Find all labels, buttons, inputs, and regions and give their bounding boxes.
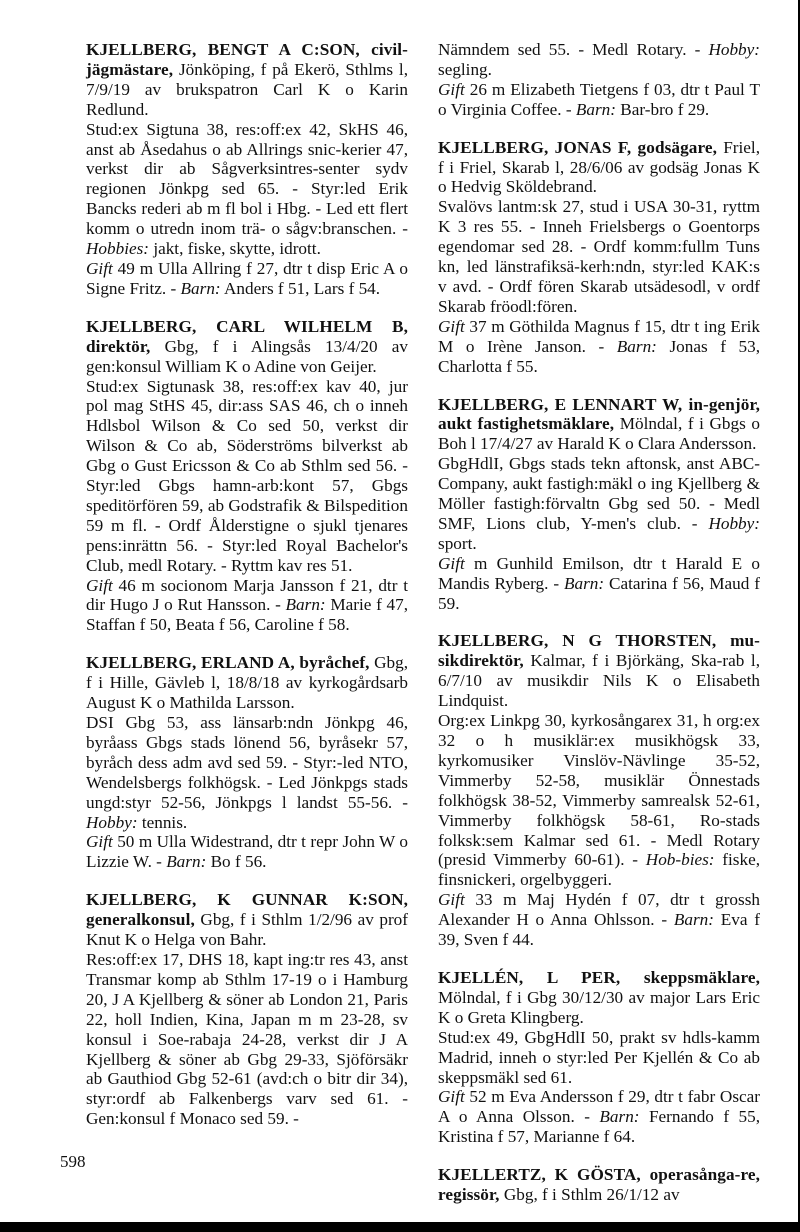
entry-intro: [86, 653, 408, 713]
entry-text: Gbg, f i Sthlm 1/2/96 av prof Knut K o Helga von Bahr.: [86, 910, 408, 950]
field-label: Gift: [86, 832, 113, 852]
entry-paragraph: [438, 554, 760, 614]
field-label: Barn:: [180, 278, 221, 298]
entry-text: Svalövs lantm:sk 27, stud i USA 30-31, ryttm K 3 res 55. - Inneh Frielsbergs o Goentorps egendomar sed 28. - Ordf komm:fullm Tuns kn, led länstrafiksä-kerh:ndn, styr:led KAK:s v avd. - Ordf fören Skarab utsädesodl, v ordf Skarab fröodl:fören.: [438, 197, 760, 316]
field-label: Gift: [438, 79, 465, 99]
entry-paragraph: [438, 197, 760, 316]
entry-text: tennis.: [137, 812, 188, 832]
entry-text: Org:ex Linkpg 30, kyrkosångarex 31, h org:ex 32 o h musiklär:ex musikhögsk 33, kyrkomusiker Vinslöv-Nävlinge 35-52, Vimmerby 52-58, musiklär Önnestads folkhögsk 38-52, Vimmerby samrealsk 52-61, Vimmerby folkhögsk 58-61, Ro-stads folksk:sem Kalmar sed 61. - Medl Rotary (presid Vimmerby 60-61). -: [438, 711, 760, 870]
entry-intro: [86, 317, 408, 377]
entry-text: 49 m Ulla Allring f 27, dtr t disp Eric A o Signe Fritz. -: [86, 258, 408, 298]
entry-text: Nämndem sed 55. - Medl Rotary. -: [438, 40, 709, 59]
entry-intro: [438, 40, 760, 80]
entry-text: fiske, finsnickeri, orgelbyggeri.: [438, 850, 760, 890]
field-label: Hob-bies:: [645, 850, 715, 870]
entry-paragraph: [86, 377, 408, 576]
entry-text: Catarina f 56, Maud f 59.: [438, 573, 760, 613]
entry-heading: KJELLERTZ, K GÖSTA, operasånga-re, regissör,: [438, 1165, 760, 1205]
biography-entry: [86, 653, 408, 872]
field-label: Gift: [438, 553, 465, 573]
entry-heading: KJELLBERG, ERLAND A, byråchef,: [86, 653, 370, 673]
entry-text: Stud:ex Sigtuna 38, res:off:ex 42, SkHS 46, anst ab Åsedahus o ab Allrings snic-kerier 47, verkst dir ab Sågverksintres-senter sydv regionen Jönkpg sed 65. - Styr:led Erik Bancks rederi ab m fl bol i Hbg. - Led ett flert komm o utredn inom trä- o sågv:branschen. -: [86, 119, 408, 239]
field-label: Hobby:: [708, 513, 760, 533]
field-label: Gift: [438, 1087, 465, 1107]
field-label: Gift: [86, 258, 113, 278]
entry-heading: KJELLBERG, JONAS F, godsägare,: [438, 137, 718, 157]
entry-heading: KJELLÉN, L PER, skeppsmäklare,: [438, 967, 760, 987]
entry-heading: KJELLBERG, K GUNNAR K:SON, generalkonsul,: [86, 890, 408, 930]
entry-heading: KJELLBERG, N G THORSTEN, mu-sikdirektör,: [438, 631, 760, 671]
field-label: Gift: [86, 575, 113, 595]
entry-text: Jonas f 53, Charlotta f 55.: [438, 336, 760, 376]
field-label: Barn:: [616, 336, 657, 356]
entry-paragraph: [438, 317, 760, 377]
left-column: [86, 40, 408, 1147]
biography-entry: [438, 395, 760, 614]
entry-paragraph: [86, 950, 408, 1129]
field-label: Barn:: [285, 595, 326, 615]
biography-entry: [86, 40, 408, 299]
entry-text: Mölndal, f i Gbgs o Boh l 17/4/27 av Harald K o Clara Andersson.: [438, 414, 760, 454]
entry-paragraph: [438, 80, 760, 120]
entry-paragraph: [438, 890, 760, 950]
entry-heading: KJELLBERG, CARL WILHELM B, direktör,: [86, 316, 408, 356]
biography-entry: [438, 968, 760, 1147]
entry-paragraph: [438, 1087, 760, 1147]
entry-intro: [86, 890, 408, 950]
field-label: Barn:: [575, 99, 616, 119]
entry-text: Bar-bro f 29.: [616, 99, 710, 119]
entry-text: 50 m Ulla Widestrand, dtr t repr John W o Lizzie W. -: [86, 832, 408, 872]
field-label: Barn:: [599, 1107, 640, 1127]
biography-entry: [438, 40, 760, 120]
field-label: Hobby:: [86, 812, 138, 832]
biography-entry: [438, 138, 760, 377]
entry-text: GbgHdlI, Gbgs stads tekn aftonsk, anst ABC-Company, aukt fastigh:mäkl o ing Kjellberg & Möller fastigh:förvaltn Gbg sed 50. - Medl SMF, Lions club, Y-men's club. -: [438, 454, 760, 533]
page-number: 598: [60, 1152, 86, 1171]
entry-text: Gbg, f i Alingsås 13/4/20 av gen:konsul William K o Adine von Geijer.: [86, 336, 408, 376]
entry-paragraph: [86, 713, 408, 832]
entry-text: 33 m Maj Hydén f 07, dtr t grossh Alexander H o Anna Ohlsson. -: [438, 890, 760, 930]
entry-text: sport.: [438, 533, 477, 553]
field-label: Hobbies:: [86, 239, 150, 259]
field-label: Barn:: [673, 910, 714, 930]
entry-paragraph: [86, 259, 408, 299]
entry-paragraph: [438, 1028, 760, 1088]
entry-intro: [86, 40, 408, 120]
entry-text: 37 m Göthilda Magnus f 15, dtr t ing Erik M o Irène Janson. -: [438, 316, 760, 356]
entry-text: Eva f 39, Sven f 44.: [438, 910, 760, 950]
entry-text: 52 m Eva Andersson f 29, dtr t fabr Oscar A o Anna Olsson. -: [438, 1087, 760, 1127]
entry-intro: [438, 395, 760, 455]
entry-text: segling.: [438, 59, 492, 79]
entry-paragraph: [86, 576, 408, 636]
entry-heading: KJELLBERG, E LENNART W, in-genjör, aukt fastighetsmäklare,: [438, 394, 760, 434]
entry-text: Gbg, f i Hille, Gävleb l, 18/8/18 av kyrkogårdsarb August K o Mathilda Larsson.: [86, 653, 408, 713]
entry-text: Stud:ex 49, GbgHdlI 50, prakt sv hdls-kamm Madrid, inneh o styr:led Per Kjellén & Co ab skeppsmäkl sed 61.: [438, 1027, 760, 1087]
entry-text: Anders f 51, Lars f 54.: [220, 278, 381, 298]
biography-entry: [86, 317, 408, 636]
entry-text: m Gunhild Emilson, dtr t Harald E o Mandis Ryberg. -: [438, 553, 760, 593]
entry-intro: [438, 1165, 760, 1205]
entry-intro: [438, 968, 760, 1028]
entry-paragraph: [438, 454, 760, 554]
field-label: Barn:: [166, 852, 207, 872]
biography-entry: [86, 890, 408, 1129]
field-label: Hobby:: [708, 40, 760, 59]
biography-entry: [438, 631, 760, 950]
entry-text: 26 m Elizabeth Tietgens f 03, dtr t Paul T o Virginia Coffee. -: [438, 79, 760, 119]
entry-text: Stud:ex Sigtunask 38, res:off:ex kav 40, jur pol mag StHS 45, dir:ass SAS 46, ch o inneh Hdlsbol Wilson & Co sed 50, verkst dir Wilson & Co ab, Söderströms bilverkst ab Gbg o Gust Ericsson & Co ab Sthlm sed 56. - Styr:led Gbgs hamn-arb:kont 57, Gbgs speditörfören 59, ab Godstrafik & Bilspedition 59 m fl. - Ordf Ålderstigne o sjukl tjenares pens:inrättn 56. - Styr:led Royal Bachelor's Club, medl Rotary. - Ryttm kav res 51.: [86, 376, 408, 575]
entry-text: Kalmar, f i Björkäng, Ska-rab l, 6/7/10 av musikdir Nils K o Elisabeth Lindquist.: [438, 651, 760, 711]
entry-intro: [438, 138, 760, 198]
entry-text: Friel, f i Friel, Skarab l, 28/6/06 av godsäg Jonas K o Hedvig Sköldebrand.: [438, 137, 761, 197]
scan-border-bottom: [0, 1222, 800, 1232]
entry-text: Marie f 47, Staffan f 50, Beata f 56, Caroline f 58.: [86, 595, 409, 635]
field-label: Gift: [438, 316, 465, 336]
entry-text: Res:off:ex 17, DHS 18, kapt ing:tr res 43, anst Transmar komp ab Sthlm 17-19 o i Hamburg 20, J A Kjellberg & söner ab London 21, Paris 22, holl Indien, Kina, Japan m m 23-28, sv konsul i Soe-rabaja 24-28, verkst dir J A Kjellberg & söner ab Gbg 29-33, Sjöförsäkr ab Gauthiod Gbg 52-61 (avd:ch o bitr dir 34), styr:ordf ab Falkenbergs varv sed 61. - Gen:konsul f Monaco sed 59. -: [86, 949, 408, 1129]
biography-entry: [438, 1165, 760, 1205]
entry-heading: KJELLBERG, BENGT A C:SON, civil-jägmästare,: [86, 40, 408, 79]
entry-text: 46 m socionom Marja Jansson f 21, dtr t dir Hugo J o Rut Hansson. -: [86, 575, 408, 615]
entry-paragraph: [86, 120, 408, 259]
entry-text: Bo f 56.: [206, 852, 267, 872]
entry-text: Gbg, f i Sthlm 26/1/12 av: [503, 1185, 680, 1205]
entry-text: jakt, fiske, skytte, idrott.: [149, 239, 321, 259]
entry-paragraph: [86, 832, 408, 872]
entry-paragraph: [438, 711, 760, 890]
entry-text: Mölndal, f i Gbg 30/12/30 av major Lars Eric K o Greta Klingberg.: [438, 987, 760, 1027]
right-column: [438, 40, 760, 1223]
entry-intro: [438, 631, 760, 711]
entry-text: Fernando f 55, Kristina f 57, Marianne f 64.: [438, 1107, 761, 1147]
entry-text: Jönköping, f på Ekerö, Sthlms l, 7/9/19 av brukspatron Carl K o Karin Redlund.: [86, 59, 408, 119]
field-label: Gift: [438, 890, 465, 910]
entry-text: DSI Gbg 53, ass länsarb:ndn Jönkpg 46, byråass Gbgs stads lönend 56, byråsekr 57, byråch dess adm avd sed 59. - Styr:-led NTO, Wendelsbergs folkhögsk. - Led Jönkpgs stads ungd:styr 52-56, Jönkpgs l landst 55-56. -: [86, 713, 408, 812]
field-label: Barn:: [563, 573, 605, 593]
